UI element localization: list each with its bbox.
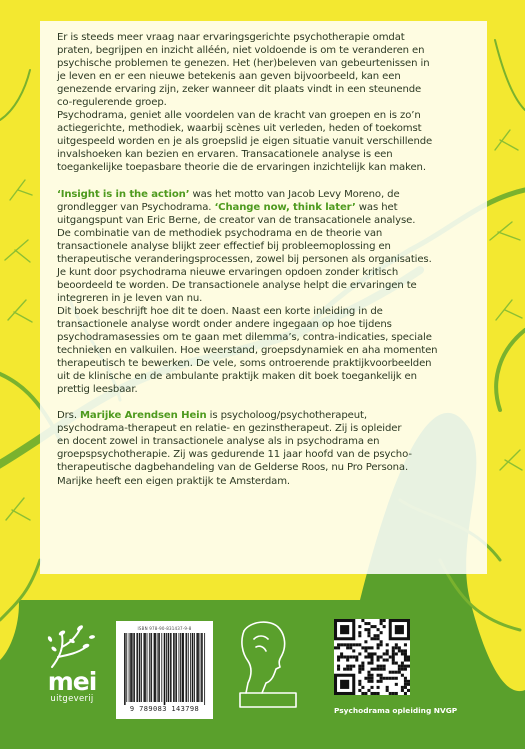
barcode-bar bbox=[155, 633, 156, 702]
qr-module bbox=[364, 649, 367, 652]
qr-module bbox=[380, 655, 383, 658]
qr-module bbox=[395, 692, 398, 695]
barcode-bar bbox=[129, 633, 130, 702]
qr-module bbox=[367, 631, 370, 634]
barcode-bar bbox=[186, 633, 187, 702]
qr-module bbox=[395, 643, 398, 646]
author-prefix: Drs. bbox=[57, 410, 80, 422]
qr-module bbox=[383, 659, 386, 662]
qr-module bbox=[352, 643, 355, 646]
qr-module bbox=[355, 655, 358, 658]
qr-module bbox=[346, 643, 349, 646]
barcode-bar bbox=[204, 633, 205, 705]
qr-module bbox=[380, 643, 383, 646]
qr-module bbox=[383, 652, 386, 655]
barcode-bar bbox=[145, 633, 146, 702]
qr-module bbox=[404, 659, 407, 662]
barcode-bar bbox=[180, 633, 181, 702]
text-line: integreren in je leven van nu. bbox=[57, 292, 203, 304]
barcode-bar bbox=[202, 633, 203, 702]
text-line: praten, begrijpen en inzicht alléén, niet voldoende is om te veranderen en bbox=[57, 45, 425, 57]
qr-module bbox=[401, 652, 404, 655]
qr-module bbox=[340, 655, 343, 658]
qr-finder bbox=[395, 625, 404, 634]
qr-module bbox=[358, 665, 361, 668]
author-line bbox=[57, 409, 471, 422]
qr-module bbox=[407, 655, 410, 658]
qr-module bbox=[361, 646, 364, 649]
qr-module bbox=[380, 677, 383, 680]
qr-module bbox=[398, 646, 401, 649]
qr-module bbox=[358, 631, 361, 634]
qr-module bbox=[386, 652, 389, 655]
text-line: psychodrama-therapeut en relatie- en gezinstherapeut. Zij is opleider bbox=[57, 423, 402, 435]
qr-module bbox=[349, 665, 352, 668]
qr-module bbox=[377, 668, 380, 671]
text-line: therapeutische veranderingsprocessen, zowel bij personen als organisaties. bbox=[57, 253, 432, 265]
qr-module bbox=[380, 680, 383, 683]
text-line: technieken en valkuilen. Hoe weerstand, groepsdynamiek en aha momenten bbox=[57, 345, 438, 357]
qr-module bbox=[404, 665, 407, 668]
qr-module bbox=[386, 659, 389, 662]
qr-module bbox=[392, 692, 395, 695]
qr-module bbox=[352, 655, 355, 658]
qr-module bbox=[398, 649, 401, 652]
qr-module bbox=[395, 677, 398, 680]
qr-module bbox=[358, 643, 361, 646]
qr-module bbox=[367, 652, 370, 655]
qr-module bbox=[377, 686, 380, 689]
text-line: prettig leesbaar. bbox=[57, 384, 138, 396]
qr-module bbox=[361, 662, 364, 665]
text-line: co-regulerende groep. bbox=[57, 97, 167, 109]
barcode-bar bbox=[196, 633, 197, 702]
barcode-bar bbox=[154, 633, 155, 702]
qr-module bbox=[392, 659, 395, 662]
qr-module bbox=[401, 649, 404, 652]
qr-module bbox=[364, 640, 367, 643]
qr-module bbox=[349, 655, 352, 658]
qr-module bbox=[380, 668, 383, 671]
qr-module bbox=[377, 646, 380, 649]
qr-module bbox=[370, 646, 373, 649]
text-line: uit de klinische en de ambulante praktijk maken dit boek toegankelijk en bbox=[57, 371, 417, 383]
barcode-bar bbox=[147, 633, 148, 702]
qr-module bbox=[361, 619, 364, 622]
qr-module bbox=[361, 668, 364, 671]
qr-module bbox=[364, 692, 367, 695]
qr-module bbox=[392, 649, 395, 652]
moreno-quote-after: was het motto van Jacob Levy Moreno, de bbox=[189, 188, 400, 200]
qr-module bbox=[374, 637, 377, 640]
text-line: Dit boek beschrijft hoe dit te doen. Naast een korte inleiding in de bbox=[57, 305, 383, 317]
text-line: invalshoeken kan bezien en ervaren. Transacationele analyse is een bbox=[57, 149, 393, 161]
moreno-quote: ‘Insight is in the action’ bbox=[57, 188, 190, 200]
qr-module bbox=[337, 659, 340, 662]
barcode-bar bbox=[130, 633, 131, 702]
qr-module bbox=[395, 652, 398, 655]
qr-module bbox=[392, 655, 395, 658]
barcode-bar bbox=[197, 633, 198, 702]
text-line: Je kunt door psychodrama nieuwe ervaringen opdoen zonder kritisch bbox=[57, 266, 399, 278]
barcode-bar bbox=[173, 633, 174, 702]
author-line-rest: is psycholoog/psychotherapeut, bbox=[206, 410, 367, 422]
qr-module bbox=[386, 686, 389, 689]
barcode-bar bbox=[188, 633, 189, 702]
qr-module bbox=[364, 622, 367, 625]
barcode-bar bbox=[201, 633, 202, 702]
qr-module bbox=[367, 680, 370, 683]
text-line: toegankelijke toepasbare theorie die de ervaringen inzichtelijk kan maken. bbox=[57, 162, 426, 174]
tree-icon bbox=[42, 617, 102, 671]
qr-module bbox=[346, 668, 349, 671]
barcode-bar bbox=[200, 633, 201, 702]
barcode-bar bbox=[183, 633, 184, 702]
barcode-number: 9 789083 143798 bbox=[129, 705, 200, 713]
barcode-bar bbox=[134, 633, 135, 702]
qr-module bbox=[358, 683, 361, 686]
qr-module bbox=[374, 692, 377, 695]
barcode-bar bbox=[168, 633, 169, 702]
qr-module bbox=[367, 646, 370, 649]
publisher-logo-name: mei bbox=[47, 667, 97, 696]
barcode-bar bbox=[192, 633, 193, 702]
qr-module bbox=[364, 677, 367, 680]
qr-module bbox=[404, 680, 407, 683]
qr-module bbox=[380, 619, 383, 622]
qr-module bbox=[343, 668, 346, 671]
qr-module bbox=[370, 652, 373, 655]
qr-code-icon bbox=[334, 619, 410, 695]
qr-module bbox=[343, 643, 346, 646]
barcode-bar bbox=[154, 633, 155, 702]
barcode-bar bbox=[194, 633, 195, 702]
qr-module bbox=[370, 655, 373, 658]
qr-module bbox=[370, 668, 373, 671]
qr-module bbox=[337, 668, 340, 671]
qr-module bbox=[340, 652, 343, 655]
text-line: en docent zowel in transactionele analyse als in psychodrama en bbox=[57, 436, 380, 448]
qr-module bbox=[383, 665, 386, 668]
text-line: uitgangspunt van Eric Berne, de creator van de transacationele analyse. bbox=[57, 214, 416, 226]
qr-module bbox=[337, 643, 340, 646]
qr-module bbox=[389, 655, 392, 658]
text-line: therapeutisch te bewerken. De vele, soms ontroerende praktijkvoorbeelden bbox=[57, 358, 432, 370]
text-line: transactionele analyse blijkt zeer effectief bij probleemoplossing en bbox=[57, 240, 391, 252]
qr-module bbox=[349, 643, 352, 646]
text-line: Marijke heeft een eigen praktijk te Amsterdam. bbox=[57, 475, 291, 487]
barcode-bar bbox=[179, 633, 180, 702]
barcode-bar bbox=[143, 633, 144, 702]
barcode-bar bbox=[198, 633, 199, 702]
qr-module bbox=[401, 686, 404, 689]
qr-module bbox=[380, 665, 383, 668]
qr-module bbox=[358, 634, 361, 637]
barcode-bar bbox=[170, 633, 171, 702]
author-name: Marijke Arendsen Hein bbox=[80, 410, 207, 422]
qr-module bbox=[358, 671, 361, 674]
qr-module bbox=[364, 646, 367, 649]
qr-module bbox=[370, 659, 373, 662]
barcode-bar bbox=[141, 633, 142, 702]
qr-module bbox=[392, 646, 395, 649]
qr-module bbox=[404, 652, 407, 655]
qr-module bbox=[374, 634, 377, 637]
qr-module bbox=[398, 671, 401, 674]
barcode-bar bbox=[176, 633, 177, 702]
barcode-bar bbox=[164, 633, 165, 705]
text-line: actiegerichte, methodiek, waarbij scènes uit verleden, heden of toekomst bbox=[57, 123, 422, 135]
qr-module bbox=[389, 671, 392, 674]
qr-module bbox=[346, 659, 349, 662]
qr-module bbox=[377, 637, 380, 640]
qr-module bbox=[383, 619, 386, 622]
qr-module bbox=[370, 686, 373, 689]
qr-module bbox=[404, 655, 407, 658]
text-line-berne-quote bbox=[57, 201, 471, 214]
qr-module bbox=[370, 674, 373, 677]
barcode-bar bbox=[124, 633, 125, 705]
qr-module bbox=[404, 686, 407, 689]
qr-module bbox=[404, 677, 407, 680]
qr-module bbox=[377, 659, 380, 662]
qr-module bbox=[361, 665, 364, 668]
qr-module bbox=[352, 649, 355, 652]
qr-module bbox=[380, 674, 383, 677]
publisher-logo bbox=[42, 617, 102, 707]
paragraph-gap bbox=[57, 396, 471, 409]
nvgp-label: Psychodrama opleiding NVGP bbox=[334, 706, 458, 715]
qr-module bbox=[392, 662, 395, 665]
qr-module bbox=[386, 649, 389, 652]
text-line: genezende ervaring zijn, zeker wanneer dit plaats vindt in een steunende bbox=[57, 84, 422, 96]
qr-module bbox=[374, 652, 377, 655]
qr-module bbox=[404, 683, 407, 686]
qr-module bbox=[361, 692, 364, 695]
qr-module bbox=[358, 625, 361, 628]
qr-module bbox=[370, 662, 373, 665]
qr-module bbox=[377, 628, 380, 631]
qr-module bbox=[395, 671, 398, 674]
barcode-bar bbox=[125, 633, 126, 705]
qr-module bbox=[401, 662, 404, 665]
qr-module bbox=[343, 655, 346, 658]
qr-module bbox=[337, 665, 340, 668]
qr-module bbox=[380, 622, 383, 625]
berne-quote: ‘Change now, think later’ bbox=[214, 201, 356, 213]
qr-module bbox=[392, 671, 395, 674]
qr-module bbox=[346, 665, 349, 668]
qr-module bbox=[367, 689, 370, 692]
text-line: Psychodrama, geniet alle voordelen van de kracht van groepen en is zo’n bbox=[57, 110, 421, 122]
barcode-bar bbox=[149, 633, 150, 702]
qr-module bbox=[407, 665, 410, 668]
text-line-moreno bbox=[57, 188, 471, 201]
qr-module bbox=[377, 634, 380, 637]
barcode-bar bbox=[132, 633, 133, 702]
qr-module bbox=[358, 652, 361, 655]
qr-module bbox=[389, 692, 392, 695]
barcode-bar bbox=[158, 633, 159, 702]
qr-finder bbox=[340, 625, 349, 634]
qr-module bbox=[367, 662, 370, 665]
qr-module bbox=[392, 677, 395, 680]
text-line: psychodramasessies om te gaan met dilemma’s, contra-indicaties, speciale bbox=[57, 332, 432, 344]
text-line: uitgespeeld worden en je als groepslid je eigen situatie vanuit verschillende bbox=[57, 136, 433, 148]
qr-module bbox=[367, 634, 370, 637]
qr-module bbox=[374, 668, 377, 671]
qr-module bbox=[367, 671, 370, 674]
qr-module bbox=[407, 680, 410, 683]
qr-module bbox=[367, 655, 370, 658]
qr-module bbox=[340, 643, 343, 646]
qr-module bbox=[377, 680, 380, 683]
qr-module bbox=[392, 652, 395, 655]
barcode-bar bbox=[166, 633, 167, 702]
text-line: De combinatie van de methodiek psychodrama en de theorie van bbox=[57, 227, 383, 239]
moreno-line-2: grondlegger van Psychodrama. bbox=[57, 201, 215, 213]
qr-module bbox=[346, 655, 349, 658]
barcode-bar bbox=[182, 633, 183, 702]
qr-module bbox=[349, 668, 352, 671]
back-cover-text-panel bbox=[40, 21, 487, 574]
qr-module bbox=[404, 649, 407, 652]
barcode-bar bbox=[137, 633, 138, 702]
qr-module bbox=[370, 677, 373, 680]
qr-module bbox=[377, 643, 380, 646]
qr-module bbox=[383, 677, 386, 680]
qr-module bbox=[380, 640, 383, 643]
qr-module bbox=[334, 646, 337, 649]
qr-module bbox=[355, 643, 358, 646]
qr-module bbox=[358, 668, 361, 671]
qr-module bbox=[374, 625, 377, 628]
qr-module bbox=[386, 689, 389, 692]
barcode-bar bbox=[186, 633, 187, 702]
qr-module bbox=[380, 631, 383, 634]
text-line: Er is steeds meer vraag naar ervaringsgerichte psychotherapie omdat bbox=[57, 32, 405, 43]
barcode-bar bbox=[182, 633, 183, 702]
isbn-text: ISBN 978-90-831437-9-8 bbox=[137, 626, 192, 631]
text-line: beoordeeld te worden. De transactionele analyse helpt die ervaringen te bbox=[57, 279, 417, 291]
barcode-bar bbox=[133, 633, 134, 702]
qr-finder bbox=[340, 680, 349, 689]
qr-module bbox=[367, 628, 370, 631]
qr-module bbox=[401, 668, 404, 671]
barcode-bar bbox=[193, 633, 194, 702]
qr-module bbox=[370, 625, 373, 628]
qr-module bbox=[361, 686, 364, 689]
qr-module bbox=[337, 655, 340, 658]
qr-module bbox=[401, 689, 404, 692]
qr-module bbox=[346, 646, 349, 649]
barcode-bar bbox=[126, 633, 127, 702]
qr-module bbox=[395, 662, 398, 665]
barcode-bar bbox=[136, 633, 137, 702]
qr-module bbox=[367, 622, 370, 625]
qr-module bbox=[404, 668, 407, 671]
text-line: psychische problemen te genezen. Het (her)beleven van gebeurtenissen in bbox=[57, 58, 430, 70]
text-line: groepspsychotherapie. Zij was gedurende 11 jaar hoofd van de psycho- bbox=[57, 449, 412, 461]
text-line: therapeutische dagbehandeling van de Gelderse Roos, nu Pro Persona. bbox=[57, 462, 409, 474]
isbn-barcode bbox=[116, 621, 213, 719]
barcode-bar bbox=[171, 633, 172, 702]
qr-module bbox=[407, 683, 410, 686]
text-line: je leven en er een nieuwe betekenis aan geven bijvoorbeeld, kan een bbox=[57, 71, 401, 83]
qr-module bbox=[349, 646, 352, 649]
qr-module bbox=[364, 655, 367, 658]
qr-module bbox=[407, 659, 410, 662]
publisher-logo-subtitle: uitgeverij bbox=[50, 694, 94, 704]
barcode-bar bbox=[175, 633, 176, 702]
qr-module bbox=[383, 625, 386, 628]
barcode-bar bbox=[151, 633, 152, 702]
barcode-bar bbox=[157, 633, 158, 702]
barcode-bar bbox=[140, 633, 141, 702]
qr-module bbox=[377, 692, 380, 695]
qr-module bbox=[386, 677, 389, 680]
berne-quote-after: was het bbox=[355, 201, 398, 213]
barcode-bar bbox=[168, 633, 169, 702]
qr-module bbox=[370, 637, 373, 640]
qr-module bbox=[401, 674, 404, 677]
qr-module bbox=[377, 665, 380, 668]
qr-module bbox=[370, 692, 373, 695]
qr-module bbox=[358, 680, 361, 683]
qr-module bbox=[395, 646, 398, 649]
qr-module bbox=[352, 665, 355, 668]
qr-module bbox=[370, 680, 373, 683]
qr-module bbox=[367, 677, 370, 680]
barcode-bar bbox=[144, 633, 145, 702]
qr-module bbox=[377, 655, 380, 658]
qr-module bbox=[395, 683, 398, 686]
qr-module bbox=[358, 689, 361, 692]
qr-module bbox=[383, 668, 386, 671]
qr-module bbox=[364, 628, 367, 631]
qr-module bbox=[367, 674, 370, 677]
barcode-bar bbox=[174, 633, 175, 702]
head-profile-icon bbox=[236, 617, 300, 709]
qr-module bbox=[386, 643, 389, 646]
barcode-bar bbox=[139, 633, 140, 702]
qr-module bbox=[389, 677, 392, 680]
text-line: transactionele analyse wordt onder andere ingegaan op hoe tijdens bbox=[57, 318, 392, 330]
barcode-bar bbox=[190, 633, 191, 702]
barcode-bar bbox=[150, 633, 151, 702]
qr-module bbox=[404, 692, 407, 695]
qr-module bbox=[398, 665, 401, 668]
barcode-bar bbox=[131, 633, 132, 702]
barcode-bar bbox=[165, 633, 166, 705]
barcode-bar bbox=[161, 633, 162, 702]
qr-module bbox=[337, 646, 340, 649]
barcode-bar bbox=[159, 633, 160, 702]
qr-module bbox=[401, 665, 404, 668]
qr-module bbox=[407, 689, 410, 692]
qr-module bbox=[377, 674, 380, 677]
qr-module bbox=[398, 668, 401, 671]
qr-module bbox=[404, 643, 407, 646]
qr-module bbox=[355, 659, 358, 662]
paragraph-gap bbox=[57, 175, 471, 188]
